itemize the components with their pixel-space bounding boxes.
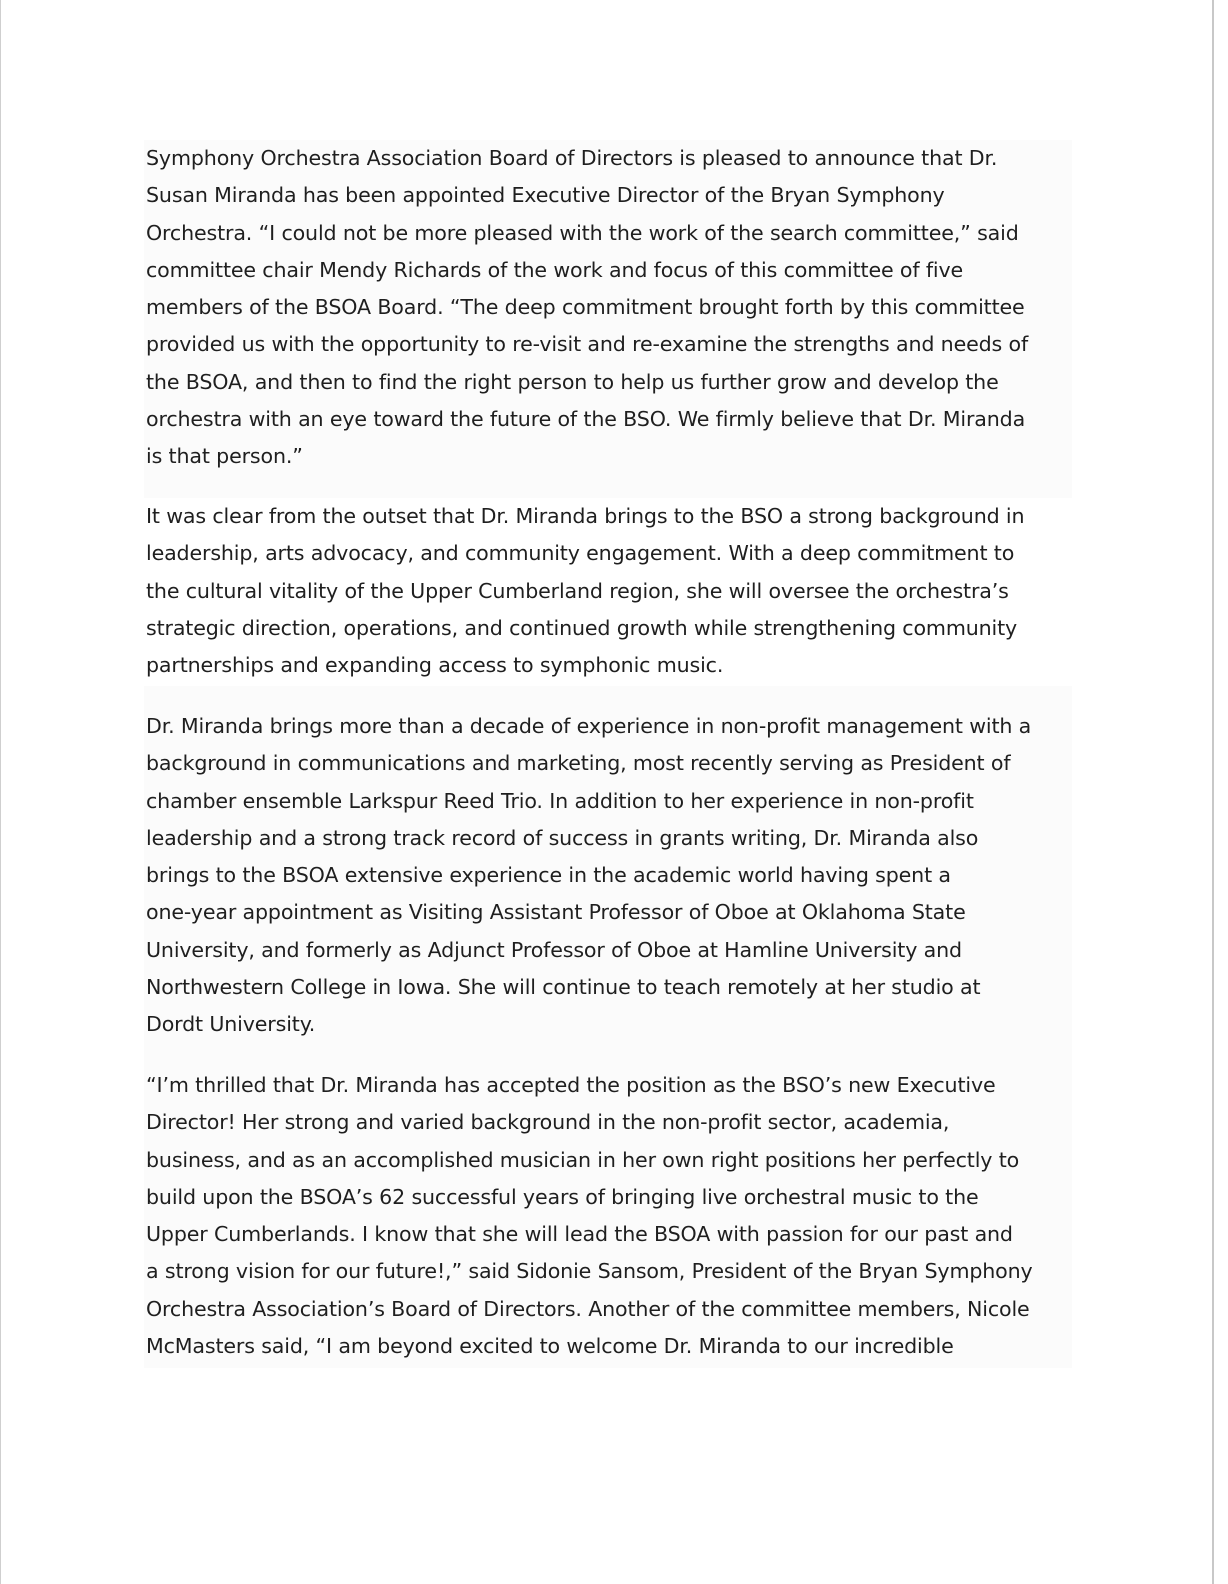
text-line: orchestra with an eye toward the future of the BSO. We firmly believe that Dr. Miranda bbox=[146, 407, 1026, 432]
text-line: members of the BSOA Board. “The deep commitment brought forth by this committee bbox=[146, 295, 1025, 320]
text-line: is that person.” bbox=[146, 444, 303, 469]
text-line: chamber ensemble Larkspur Reed Trio. In addition to her experience in non-profit bbox=[146, 788, 974, 813]
text-line: Director! Her strong and varied background in the non-profit sector, academia, bbox=[146, 1110, 950, 1135]
text-line: It was clear from the outset that Dr. Miranda brings to the BSO a strong background in bbox=[146, 504, 1025, 528]
text-line: committee chair Mendy Richards of the work and focus of this committee of five bbox=[146, 257, 964, 282]
text-line: a strong vision for our future!,” said Sidonie Sansom, President of the Bryan Symphony bbox=[146, 1259, 1033, 1284]
text-line: University, and formerly as Adjunct Professor of Oboe at Hamline University and bbox=[146, 937, 962, 962]
paragraph-background bbox=[144, 498, 1072, 684]
paragraph-experience bbox=[144, 686, 1072, 1056]
text-line: McMasters said, “I am beyond excited to welcome Dr. Miranda to our incredible bbox=[146, 1334, 954, 1359]
text-line: provided us with the opportunity to re-visit and re-examine the strengths and needs of bbox=[146, 332, 1029, 357]
text-line: one-year appointment as Visiting Assistant Professor of Oboe at Oklahoma State bbox=[146, 900, 966, 925]
text-line: background in communications and marketing, most recently serving as President of bbox=[146, 751, 1011, 776]
text-line: Susan Miranda has been appointed Executive Director of the Bryan Symphony bbox=[146, 183, 945, 208]
text-line: “I’m thrilled that Dr. Miranda has accepted the position as the BSO’s new Executive bbox=[146, 1073, 996, 1097]
text-line: Dordt University. bbox=[146, 1012, 316, 1037]
text-line: brings to the BSOA extensive experience in the academic world having spent a bbox=[146, 863, 951, 888]
text-line: Symphony Orchestra Association Board of Directors is pleased to announce that Dr. bbox=[146, 146, 998, 170]
text-line: business, and as an accomplished musician in her own right positions her perfectly to bbox=[146, 1147, 1020, 1172]
text-line: Upper Cumberlands. I know that she will lead the BSOA with passion for our past and bbox=[146, 1222, 1013, 1247]
text-line: leadership and a strong track record of success in grants writing, Dr. Miranda also bbox=[146, 825, 979, 850]
text-line: Orchestra. “I could not be more pleased with the work of the search committee,” said bbox=[146, 220, 1019, 245]
paragraph-quote bbox=[144, 1056, 1072, 1368]
text-line: leadership, arts advocacy, and community engagement. With a deep commitment to bbox=[146, 541, 1015, 566]
text-line: build upon the BSOA’s 62 successful years of bringing live orchestral music to the bbox=[146, 1184, 979, 1209]
text-line: the BSOA, and then to find the right person to help us further grow and develop the bbox=[146, 369, 999, 394]
text-line: strategic direction, operations, and continued growth while strengthening community bbox=[146, 615, 1018, 640]
text-line: Northwestern College in Iowa. She will continue to teach remotely at her studio at bbox=[146, 975, 981, 1000]
text-line: partnerships and expanding access to symphonic music. bbox=[146, 653, 724, 678]
paragraph-announcement bbox=[144, 140, 1072, 498]
text-line: Orchestra Association’s Board of Directors. Another of the committee members, Nicole bbox=[146, 1296, 1030, 1321]
text-line: Dr. Miranda brings more than a decade of experience in non-profit management with a bbox=[146, 714, 1032, 738]
text-line: the cultural vitality of the Upper Cumberland region, she will oversee the orchestra’s bbox=[146, 578, 1009, 603]
